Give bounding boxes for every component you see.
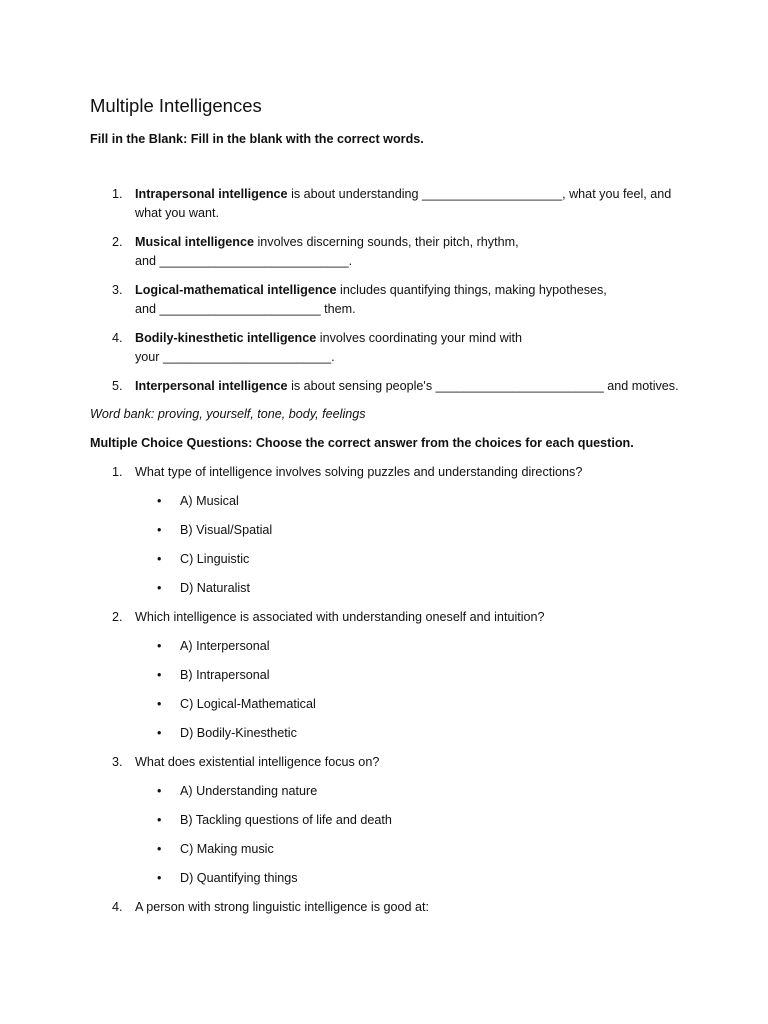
question-number: 2.	[112, 610, 123, 624]
item-text-continued: what you want.	[135, 206, 220, 220]
answer-option	[135, 579, 690, 598]
option-text: C) Logical-Mathematical	[180, 697, 316, 711]
fill-in-blank-list	[90, 185, 690, 396]
option-text: A) Interpersonal	[180, 639, 270, 653]
answer-option	[135, 782, 690, 801]
bullet-icon: •	[157, 871, 162, 885]
question-number: 3.	[112, 755, 123, 769]
bullet-icon: •	[157, 842, 162, 856]
option-text: A) Understanding nature	[180, 784, 318, 798]
item-text: is about understanding ____________________, what you feel, and	[287, 187, 672, 201]
item-text-continued: and _______________________ them.	[135, 302, 356, 316]
answer-option	[135, 869, 690, 888]
bullet-icon: •	[157, 494, 162, 508]
bullet-icon: •	[157, 639, 162, 653]
question	[90, 608, 690, 743]
term: Bodily-kinesthetic intelligence	[135, 331, 317, 345]
answer-option	[135, 521, 690, 540]
question	[90, 463, 690, 598]
bullet-icon: •	[157, 523, 162, 537]
answer-options	[135, 782, 690, 888]
option-text: D) Bodily-Kinesthetic	[180, 726, 297, 740]
option-text: D) Quantifying things	[180, 871, 298, 885]
question-text: What type of intelligence involves solving puzzles and understanding directions?	[135, 465, 583, 479]
term: Logical-mathematical intelligence	[135, 283, 337, 297]
option-text: B) Visual/Spatial	[180, 523, 273, 537]
question-number: 4.	[112, 900, 123, 914]
term: Musical intelligence	[135, 235, 254, 249]
bullet-icon: •	[157, 697, 162, 711]
fill-item	[90, 233, 690, 271]
question-number: 1.	[112, 465, 123, 479]
question	[90, 898, 690, 917]
answer-options	[135, 637, 690, 743]
multiple-choice-instructions: Multiple Choice Questions: Choose the correct answer from the choices for each question.	[90, 436, 634, 450]
answer-options	[135, 492, 690, 598]
multiple-choice-list	[90, 463, 690, 917]
bullet-icon: •	[157, 552, 162, 566]
option-text: D) Naturalist	[180, 581, 250, 595]
item-number: 2.	[112, 235, 123, 249]
item-number: 1.	[112, 187, 123, 201]
item-text: involves coordinating your mind with	[316, 331, 523, 345]
item-number: 5.	[112, 379, 123, 393]
item-text: involves discerning sounds, their pitch, rhythm,	[253, 235, 519, 249]
bullet-icon: •	[157, 668, 162, 682]
item-text-continued: and ___________________________.	[135, 254, 353, 268]
answer-option	[135, 811, 690, 830]
option-text: B) Intrapersonal	[180, 668, 270, 682]
answer-option	[135, 666, 690, 685]
item-number: 4.	[112, 331, 123, 345]
word-bank: Word bank: proving, yourself, tone, body, feelings	[90, 407, 366, 421]
answer-option	[135, 550, 690, 569]
term: Interpersonal intelligence	[135, 379, 288, 393]
fill-item	[90, 185, 690, 223]
bullet-icon: •	[157, 813, 162, 827]
option-text: B) Tackling questions of life and death	[180, 813, 392, 827]
question-text: Which intelligence is associated with understanding oneself and intuition?	[135, 610, 545, 624]
answer-option	[135, 637, 690, 656]
fill-item	[90, 377, 690, 396]
bullet-icon: •	[157, 581, 162, 595]
answer-option	[135, 695, 690, 714]
item-number: 3.	[112, 283, 123, 297]
item-text: includes quantifying things, making hypotheses,	[336, 283, 607, 297]
fill-item	[90, 329, 690, 367]
question	[90, 753, 690, 888]
term: Intrapersonal intelligence	[135, 187, 288, 201]
item-text-continued: your ________________________.	[135, 350, 335, 364]
page-title: Multiple Intelligences	[90, 95, 262, 116]
question-text: A person with strong linguistic intelligence is good at:	[135, 900, 430, 914]
bullet-icon: •	[157, 784, 162, 798]
answer-option	[135, 724, 690, 743]
document-page	[90, 94, 690, 927]
option-text: C) Linguistic	[180, 552, 250, 566]
answer-option	[135, 492, 690, 511]
option-text: C) Making music	[180, 842, 274, 856]
fill-in-blank-instructions: Fill in the Blank: Fill in the blank with the correct words.	[90, 132, 424, 146]
bullet-icon: •	[157, 726, 162, 740]
item-text: is about sensing people's ________________________ and motives.	[287, 379, 679, 393]
option-text: A) Musical	[180, 494, 239, 508]
answer-option	[135, 840, 690, 859]
question-text: What does existential intelligence focus on?	[135, 755, 380, 769]
fill-item	[90, 281, 690, 319]
